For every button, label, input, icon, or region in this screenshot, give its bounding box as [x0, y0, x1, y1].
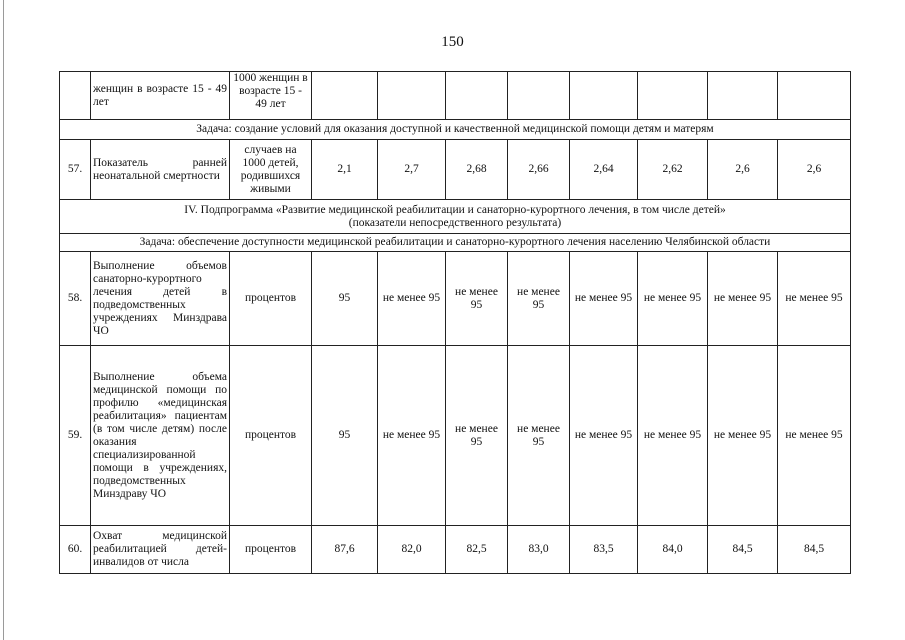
value-cell: 82,0 [378, 526, 446, 574]
value-cell: не менее 95 [446, 252, 508, 346]
value-cell: не менее 95 [570, 346, 638, 526]
table-row [60, 72, 851, 120]
value-cell: 84,0 [638, 526, 708, 574]
unit-cell: 1000 женщин в возрасте 15 - 49 лет [230, 72, 312, 120]
value-cell: 2,1 [312, 140, 378, 200]
value-cell: не менее 95 [708, 252, 778, 346]
row-number: 57. [60, 140, 91, 200]
subprogram-heading: IV. Подпрограмма «Развитие медицинской реабилитации и санаторно-курортного лечения, в том числе детей» (показатели непосредственного результата) [60, 200, 851, 234]
row-number [60, 72, 91, 120]
value-cell: не менее 95 [778, 252, 851, 346]
value-cell [446, 72, 508, 120]
unit-cell: процентов [230, 252, 312, 346]
value-cell: 84,5 [778, 526, 851, 574]
table-row [60, 346, 851, 526]
value-cell: не менее 95 [446, 346, 508, 526]
indicator-name: Охват медицинской реабилитацией детей-инвалидов от числа [91, 526, 230, 574]
indicator-name: Выполнение объема медицинской помощи по профилю «медицинская реабилитация» пациентам (в том числе детям) после оказания специализированной помощи в учреждениях, подведомственных Минздраву ЧО [91, 346, 230, 526]
section-row [60, 234, 851, 252]
indicator-name: Показатель ранней неонатальной смертности [91, 140, 230, 200]
value-cell: не менее 95 [638, 346, 708, 526]
value-cell: 82,5 [446, 526, 508, 574]
value-cell: 2,6 [708, 140, 778, 200]
task-heading: Задача: обеспечение доступности медицинской реабилитации и санаторно-курортного лечения населению Челябинской области [60, 234, 851, 252]
value-cell [508, 72, 570, 120]
value-cell: 95 [312, 346, 378, 526]
value-cell: 87,6 [312, 526, 378, 574]
indicator-name: Выполнение объемов санаторно-курортного лечения детей в подведомственных учреждениях Минздрава ЧО [91, 252, 230, 346]
value-cell [638, 72, 708, 120]
row-number: 60. [60, 526, 91, 574]
indicator-name: женщин в возрасте 15 - 49 лет [91, 72, 230, 120]
value-cell: 95 [312, 252, 378, 346]
section-row [60, 120, 851, 140]
value-cell: 2,68 [446, 140, 508, 200]
value-cell: 2,7 [378, 140, 446, 200]
value-cell: не менее 95 [508, 252, 570, 346]
value-cell: 2,66 [508, 140, 570, 200]
value-cell [778, 72, 851, 120]
unit-cell: процентов [230, 346, 312, 526]
value-cell: не менее 95 [570, 252, 638, 346]
table-row [60, 252, 851, 346]
value-cell: не менее 95 [778, 346, 851, 526]
value-cell [570, 72, 638, 120]
value-cell: 2,64 [570, 140, 638, 200]
page-number: 150 [441, 34, 464, 50]
table-row [60, 526, 851, 574]
value-cell: 83,0 [508, 526, 570, 574]
value-cell: не менее 95 [378, 346, 446, 526]
section-row [60, 200, 851, 234]
value-cell: не менее 95 [508, 346, 570, 526]
value-cell: 2,62 [638, 140, 708, 200]
value-cell: 2,6 [778, 140, 851, 200]
value-cell: 83,5 [570, 526, 638, 574]
value-cell [378, 72, 446, 120]
value-cell: 84,5 [708, 526, 778, 574]
table-row [60, 140, 851, 200]
row-number: 58. [60, 252, 91, 346]
unit-cell: процентов [230, 526, 312, 574]
value-cell [708, 72, 778, 120]
value-cell [312, 72, 378, 120]
task-heading: Задача: создание условий для оказания доступной и качественной медицинской помощи детям и матерям [60, 120, 851, 140]
value-cell: не менее 95 [708, 346, 778, 526]
page-edge-line [3, 0, 4, 640]
value-cell: не менее 95 [378, 252, 446, 346]
unit-cell: случаев на 1000 детей, родившихся живыми [230, 140, 312, 200]
indicators-table [59, 71, 851, 574]
row-number: 59. [60, 346, 91, 526]
value-cell: не менее 95 [638, 252, 708, 346]
